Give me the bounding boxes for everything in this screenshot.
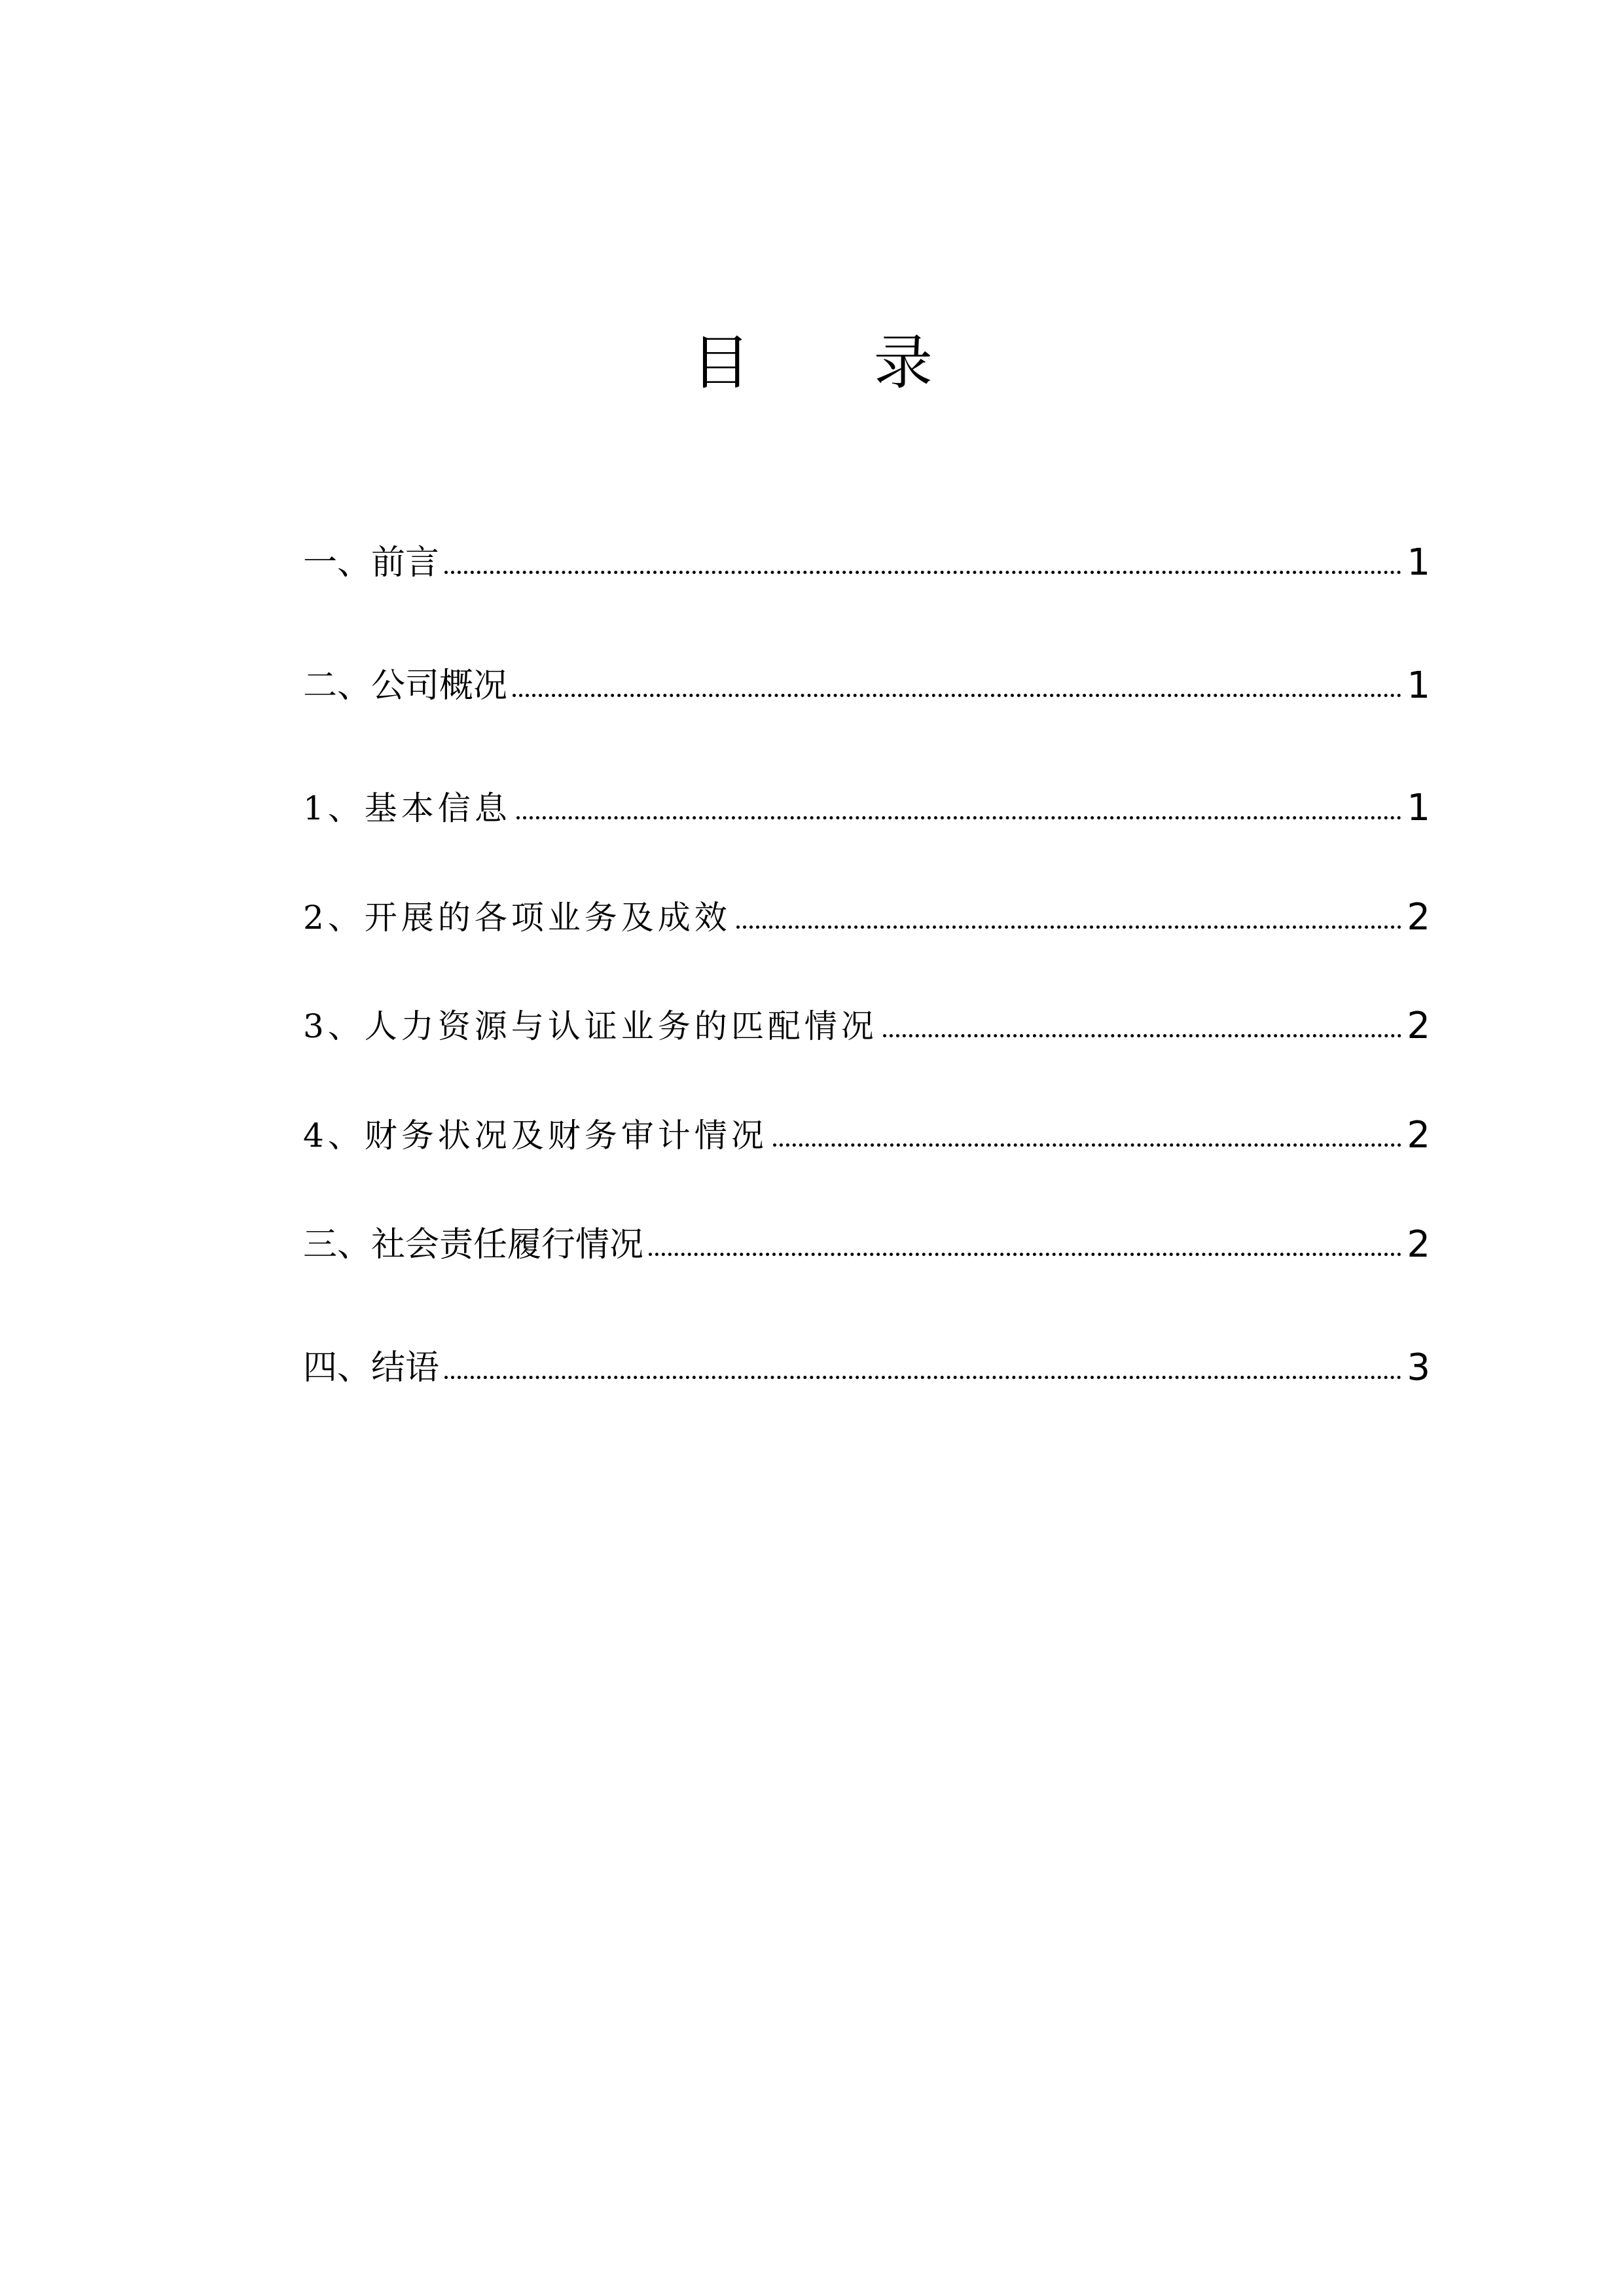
- toc-entry-business-results[interactable]: [303, 888, 1430, 941]
- toc-entry-conclusion[interactable]: [303, 1338, 1430, 1391]
- toc-entry-label: 二、公司概况: [303, 666, 508, 706]
- toc-dot-leader: [513, 693, 1401, 697]
- toc-dot-leader: [444, 1375, 1401, 1379]
- toc-page-number: 2: [1407, 1114, 1430, 1157]
- toc-dot-leader: [773, 1143, 1402, 1147]
- page-title: 目 录: [691, 329, 985, 397]
- toc-dot-leader: [444, 570, 1401, 574]
- toc-page-number: 2: [1407, 896, 1430, 939]
- toc-entry-label: 1、基本信息: [303, 789, 511, 827]
- toc-entry-financial-status[interactable]: [303, 1106, 1430, 1158]
- toc-entry-basic-info[interactable]: [303, 779, 1430, 831]
- toc-entry-preface[interactable]: [303, 533, 1430, 586]
- toc-page-number: 1: [1407, 541, 1430, 584]
- toc-entry-label: 4、财务状况及财务审计情况: [303, 1117, 768, 1155]
- toc-page-number: 2: [1407, 1005, 1430, 1047]
- toc-entry-social-responsibility[interactable]: [303, 1215, 1430, 1268]
- table-of-contents: [303, 0, 1430, 2296]
- toc-entry-label: 一、前言: [303, 543, 440, 583]
- toc-dot-leader: [649, 1252, 1401, 1256]
- toc-page-number: 2: [1407, 1223, 1430, 1266]
- toc-dot-leader: [516, 816, 1402, 819]
- toc-entry-label: 三、社会责任履行情况: [303, 1225, 644, 1265]
- toc-entry-company-overview[interactable]: [303, 656, 1430, 709]
- toc-dot-leader: [736, 925, 1402, 929]
- toc-page-number: 1: [1407, 787, 1430, 829]
- toc-entry-label: 2、开展的各项业务及成效: [303, 899, 731, 937]
- toc-entry-label: 3、人力资源与认证业务的匹配情况: [303, 1007, 878, 1045]
- toc-entry-label: 四、结语: [303, 1348, 440, 1388]
- toc-page-number: 1: [1407, 664, 1430, 707]
- toc-entry-human-resources[interactable]: [303, 997, 1430, 1049]
- toc-page-number: 3: [1407, 1346, 1430, 1389]
- toc-dot-leader: [883, 1033, 1402, 1037]
